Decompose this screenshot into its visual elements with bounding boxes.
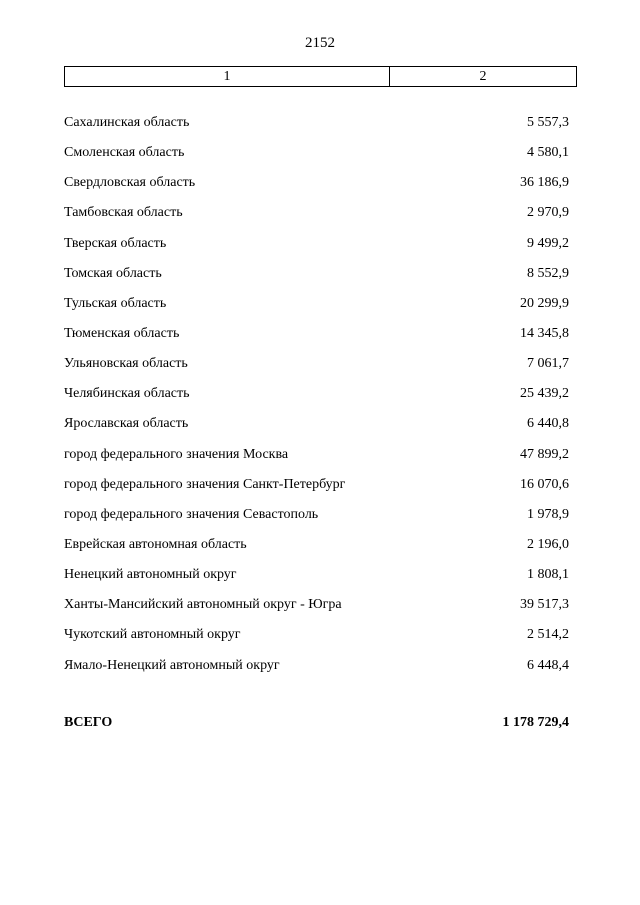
region-value: 8 552,9	[527, 265, 569, 281]
table-row	[64, 264, 569, 294]
region-name: Сахалинская область	[64, 115, 190, 130]
region-name: Тюменская область	[64, 325, 180, 341]
table-row	[64, 414, 569, 444]
table-row	[64, 143, 569, 173]
total-label: ВСЕГО	[64, 715, 113, 730]
region-name: Еврейская автономная область	[64, 536, 247, 552]
region-value: 6 440,8	[527, 416, 569, 432]
table-row	[64, 354, 569, 384]
table-row	[64, 324, 569, 354]
table-row	[64, 445, 569, 475]
table-row	[64, 203, 569, 233]
region-name: город федерального значения Москва	[64, 446, 289, 462]
column-header-2: 2	[479, 69, 487, 84]
table-header	[64, 66, 577, 87]
region-name: Томская область	[64, 265, 162, 281]
page-number: 2152	[305, 35, 335, 51]
table-row	[64, 173, 569, 203]
region-value: 1 978,9	[527, 506, 569, 522]
region-name: Ярославская область	[64, 416, 189, 432]
region-name: Тверская область	[64, 235, 167, 251]
region-name: Ульяновская область	[64, 356, 188, 372]
region-name: Свердловская область	[64, 175, 196, 191]
region-value: 2 970,9	[527, 205, 569, 221]
table-row	[64, 113, 569, 143]
total-row	[64, 713, 569, 733]
column-header-1: 1	[65, 67, 390, 86]
region-value: 36 186,9	[520, 175, 569, 191]
table-body	[64, 113, 569, 686]
table-row	[64, 565, 569, 595]
region-name: Смоленская область	[64, 145, 185, 161]
region-value: 39 517,3	[520, 597, 569, 613]
table-row	[64, 656, 569, 686]
region-value: 4 580,1	[527, 145, 569, 161]
region-name: Ямало-Ненецкий автономный округ	[64, 657, 280, 673]
region-value: 1 808,1	[527, 567, 569, 583]
region-name: Ханты-Мансийский автономный округ - Югра	[64, 597, 342, 613]
region-value: 2 196,0	[527, 536, 569, 552]
region-name: Чукотский автономный округ	[64, 627, 241, 643]
table-row	[64, 625, 569, 655]
table-row	[64, 595, 569, 625]
region-name: город федерального значения Севастополь	[64, 506, 319, 522]
region-value: 6 448,4	[527, 657, 569, 673]
table-row	[64, 384, 569, 414]
region-name: Тамбовская область	[64, 205, 183, 221]
table-row	[64, 505, 569, 535]
region-value: 5 557,3	[527, 115, 569, 130]
table-row	[64, 294, 569, 324]
total-value: 1 178 729,4	[502, 715, 569, 730]
table-row	[64, 234, 569, 264]
region-value: 2 514,2	[527, 627, 569, 643]
table-row	[64, 535, 569, 565]
region-name: Ненецкий автономный округ	[64, 567, 237, 583]
region-name: Тульская область	[64, 295, 167, 311]
region-value: 20 299,9	[520, 295, 569, 311]
region-value: 16 070,6	[520, 476, 569, 492]
region-value: 25 439,2	[520, 386, 569, 402]
table-row	[64, 475, 569, 505]
region-value: 7 061,7	[527, 356, 569, 372]
region-value: 14 345,8	[520, 325, 569, 341]
region-name: город федерального значения Санкт-Петербург	[64, 476, 346, 492]
region-value: 9 499,2	[527, 235, 569, 251]
region-value: 47 899,2	[520, 446, 569, 462]
region-name: Челябинская область	[64, 386, 190, 402]
